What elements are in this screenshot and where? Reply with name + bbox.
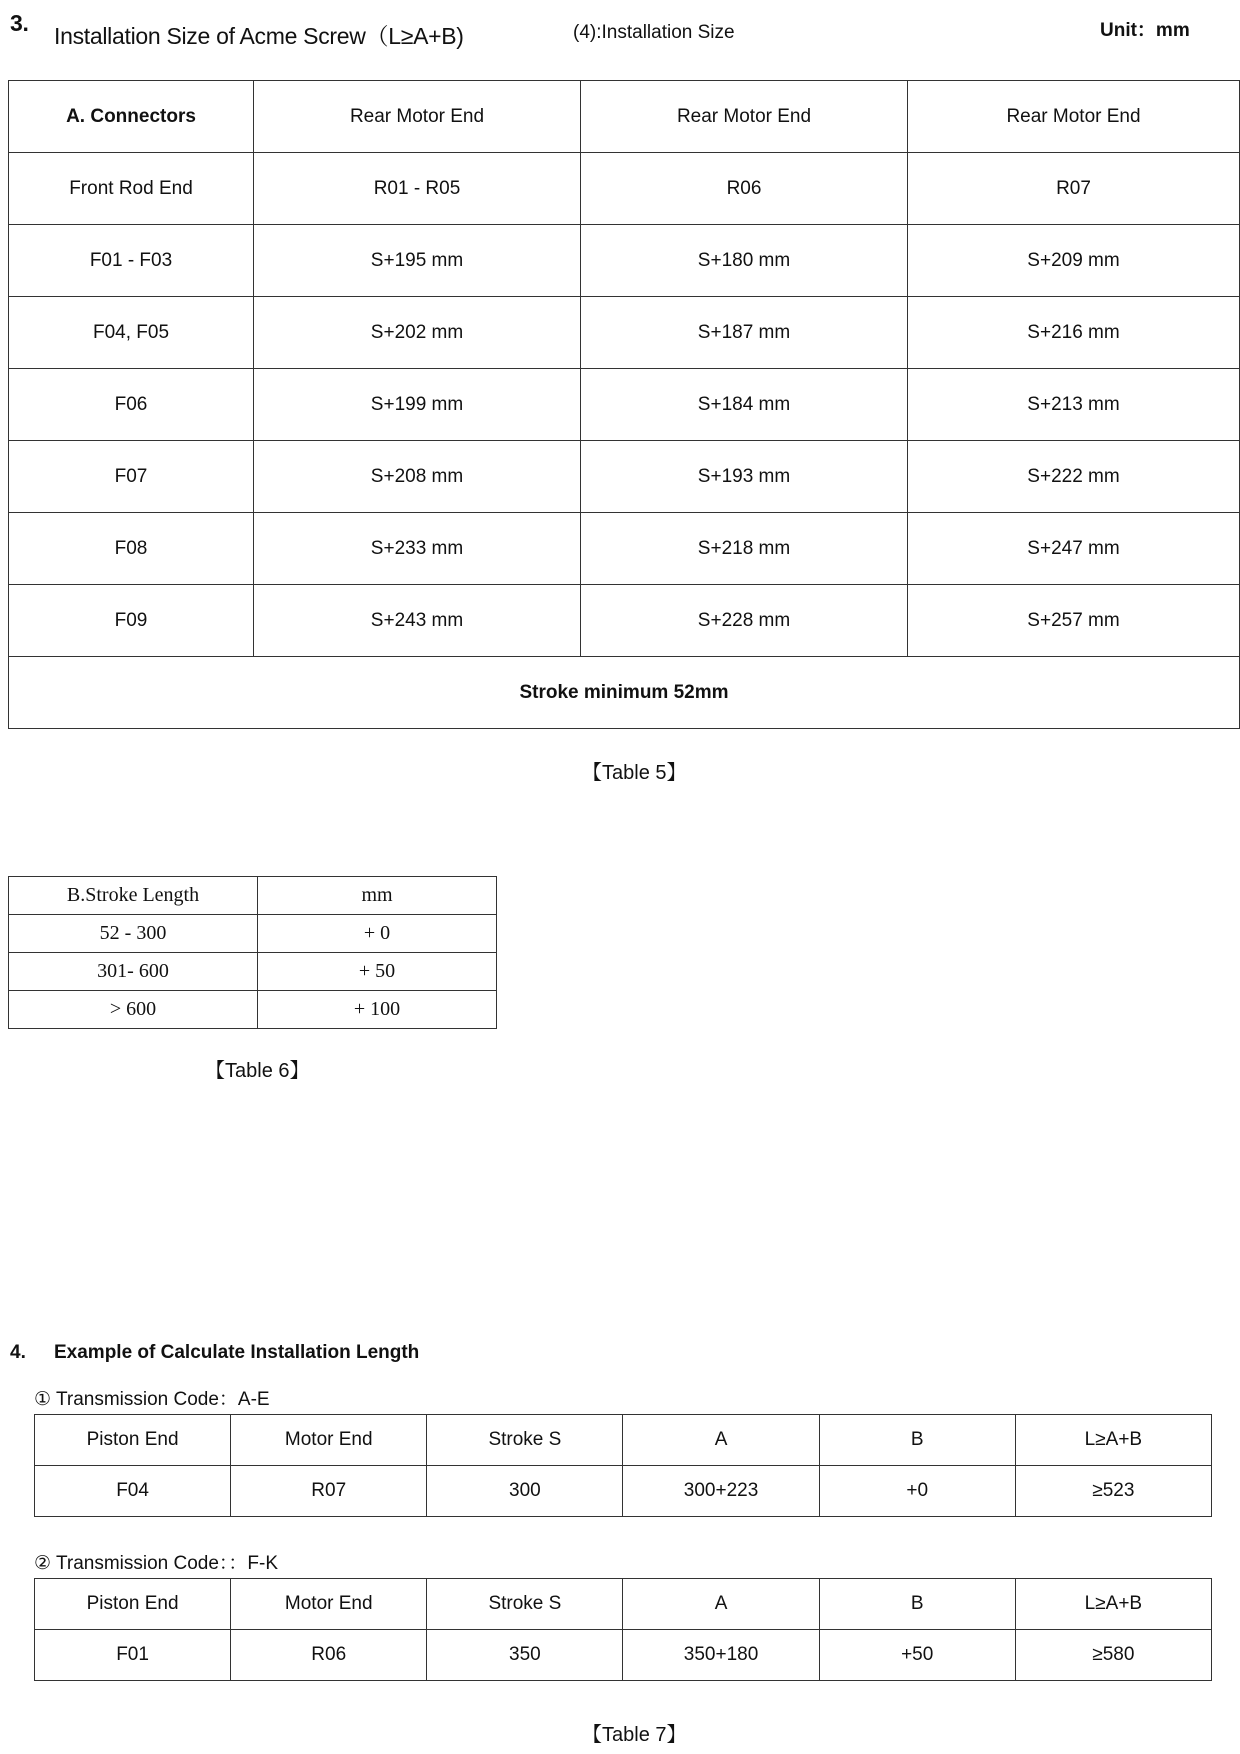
table-cell: S+218 mm: [581, 513, 908, 585]
table-cell: Rear Motor End: [254, 81, 581, 153]
table-cell: Rear Motor End: [581, 81, 908, 153]
table-row: [9, 953, 497, 991]
table-row: [9, 81, 1240, 153]
table-cell: S+208 mm: [254, 441, 581, 513]
table-7-caption: 【Table 7】: [582, 1724, 687, 1746]
table-cell: B: [819, 1415, 1015, 1466]
example-2-table: [34, 1578, 1212, 1681]
table-row: [35, 1579, 1212, 1630]
table-row: [35, 1466, 1212, 1517]
table-cell: 350: [427, 1630, 623, 1681]
table-cell: S+233 mm: [254, 513, 581, 585]
table-cell: B.Stroke Length: [9, 877, 258, 915]
section-3-title: Installation Size of Acme Screw（L≥A+B): [54, 23, 464, 49]
table-row: [35, 1630, 1212, 1681]
example-2-label: ② Transmission Code：：F-K: [34, 1553, 279, 1574]
table-row: [9, 441, 1240, 513]
table-cell: +50: [819, 1630, 1015, 1681]
table-cell: S+209 mm: [908, 225, 1240, 297]
table-cell: R07: [231, 1466, 427, 1517]
table-6: [8, 876, 497, 1029]
table-6-caption: 【Table 6】: [205, 1060, 310, 1082]
table-cell: + 50: [258, 953, 497, 991]
section-3-subtitle: (4):Installation Size: [573, 22, 735, 43]
table-row: [9, 225, 1240, 297]
table-cell: F01: [35, 1630, 231, 1681]
unit-label: Unit：mm: [1100, 20, 1190, 41]
table-5-caption: 【Table 5】: [582, 762, 687, 784]
table-cell: S+195 mm: [254, 225, 581, 297]
table-cell: 301- 600: [9, 953, 258, 991]
table-cell: R06: [231, 1630, 427, 1681]
table-cell: R07: [908, 153, 1240, 225]
table-row: [9, 877, 497, 915]
table-cell: A: [623, 1415, 819, 1466]
table-cell: L≥A+B: [1015, 1579, 1211, 1630]
table-cell: R06: [581, 153, 908, 225]
section-3-number: 3.: [10, 10, 29, 36]
table-cell: Motor End: [231, 1579, 427, 1630]
table-row: [9, 297, 1240, 369]
table-cell: S+222 mm: [908, 441, 1240, 513]
table-cell: Rear Motor End: [908, 81, 1240, 153]
table-row: [9, 513, 1240, 585]
table-cell: S+187 mm: [581, 297, 908, 369]
table-row: [9, 153, 1240, 225]
table-cell: S+193 mm: [581, 441, 908, 513]
table-cell: +0: [819, 1466, 1015, 1517]
table-cell: B: [819, 1579, 1015, 1630]
table-cell: Stroke S: [427, 1415, 623, 1466]
table-row: [9, 657, 1240, 729]
table-cell: S+213 mm: [908, 369, 1240, 441]
table-cell: F07: [9, 441, 254, 513]
table-cell: A. Connectors: [9, 81, 254, 153]
table-cell: Motor End: [231, 1415, 427, 1466]
table-cell: F08: [9, 513, 254, 585]
table-cell: S+199 mm: [254, 369, 581, 441]
table-cell: mm: [258, 877, 497, 915]
table-row: [9, 585, 1240, 657]
table-cell: + 0: [258, 915, 497, 953]
table-cell: S+247 mm: [908, 513, 1240, 585]
example-1-table: [34, 1414, 1212, 1517]
table-cell: F06: [9, 369, 254, 441]
table-cell: 300: [427, 1466, 623, 1517]
table-cell: 52 - 300: [9, 915, 258, 953]
table-cell: F01 - F03: [9, 225, 254, 297]
table-cell: F04, F05: [9, 297, 254, 369]
table-cell: Front Rod End: [9, 153, 254, 225]
table-cell: S+202 mm: [254, 297, 581, 369]
table-cell: S+180 mm: [581, 225, 908, 297]
table-cell: Piston End: [35, 1579, 231, 1630]
table-row: [35, 1415, 1212, 1466]
table-cell: S+216 mm: [908, 297, 1240, 369]
table-cell: F04: [35, 1466, 231, 1517]
table-cell: S+228 mm: [581, 585, 908, 657]
table-cell: ≥580: [1015, 1630, 1211, 1681]
table-cell: 350+180: [623, 1630, 819, 1681]
table-cell: ≥523: [1015, 1466, 1211, 1517]
table-row: [9, 915, 497, 953]
table-cell: S+184 mm: [581, 369, 908, 441]
table-cell: S+243 mm: [254, 585, 581, 657]
table-cell: F09: [9, 585, 254, 657]
section-4-title: Example of Calculate Installation Length: [54, 1342, 420, 1363]
table-row: [9, 369, 1240, 441]
table-cell: L≥A+B: [1015, 1415, 1211, 1466]
table-cell: 300+223: [623, 1466, 819, 1517]
stroke-minimum-note: Stroke minimum 52mm: [9, 657, 1240, 729]
table-cell: S+257 mm: [908, 585, 1240, 657]
table-cell: R01 - R05: [254, 153, 581, 225]
example-1-label: ① Transmission Code：A-E: [34, 1389, 270, 1410]
table-cell: + 100: [258, 991, 497, 1029]
table-cell: > 600: [9, 991, 258, 1029]
table-cell: A: [623, 1579, 819, 1630]
table-5: [8, 80, 1240, 729]
section-4-number: 4.: [10, 1342, 26, 1363]
table-row: [9, 991, 497, 1029]
table-cell: Piston End: [35, 1415, 231, 1466]
table-cell: Stroke S: [427, 1579, 623, 1630]
